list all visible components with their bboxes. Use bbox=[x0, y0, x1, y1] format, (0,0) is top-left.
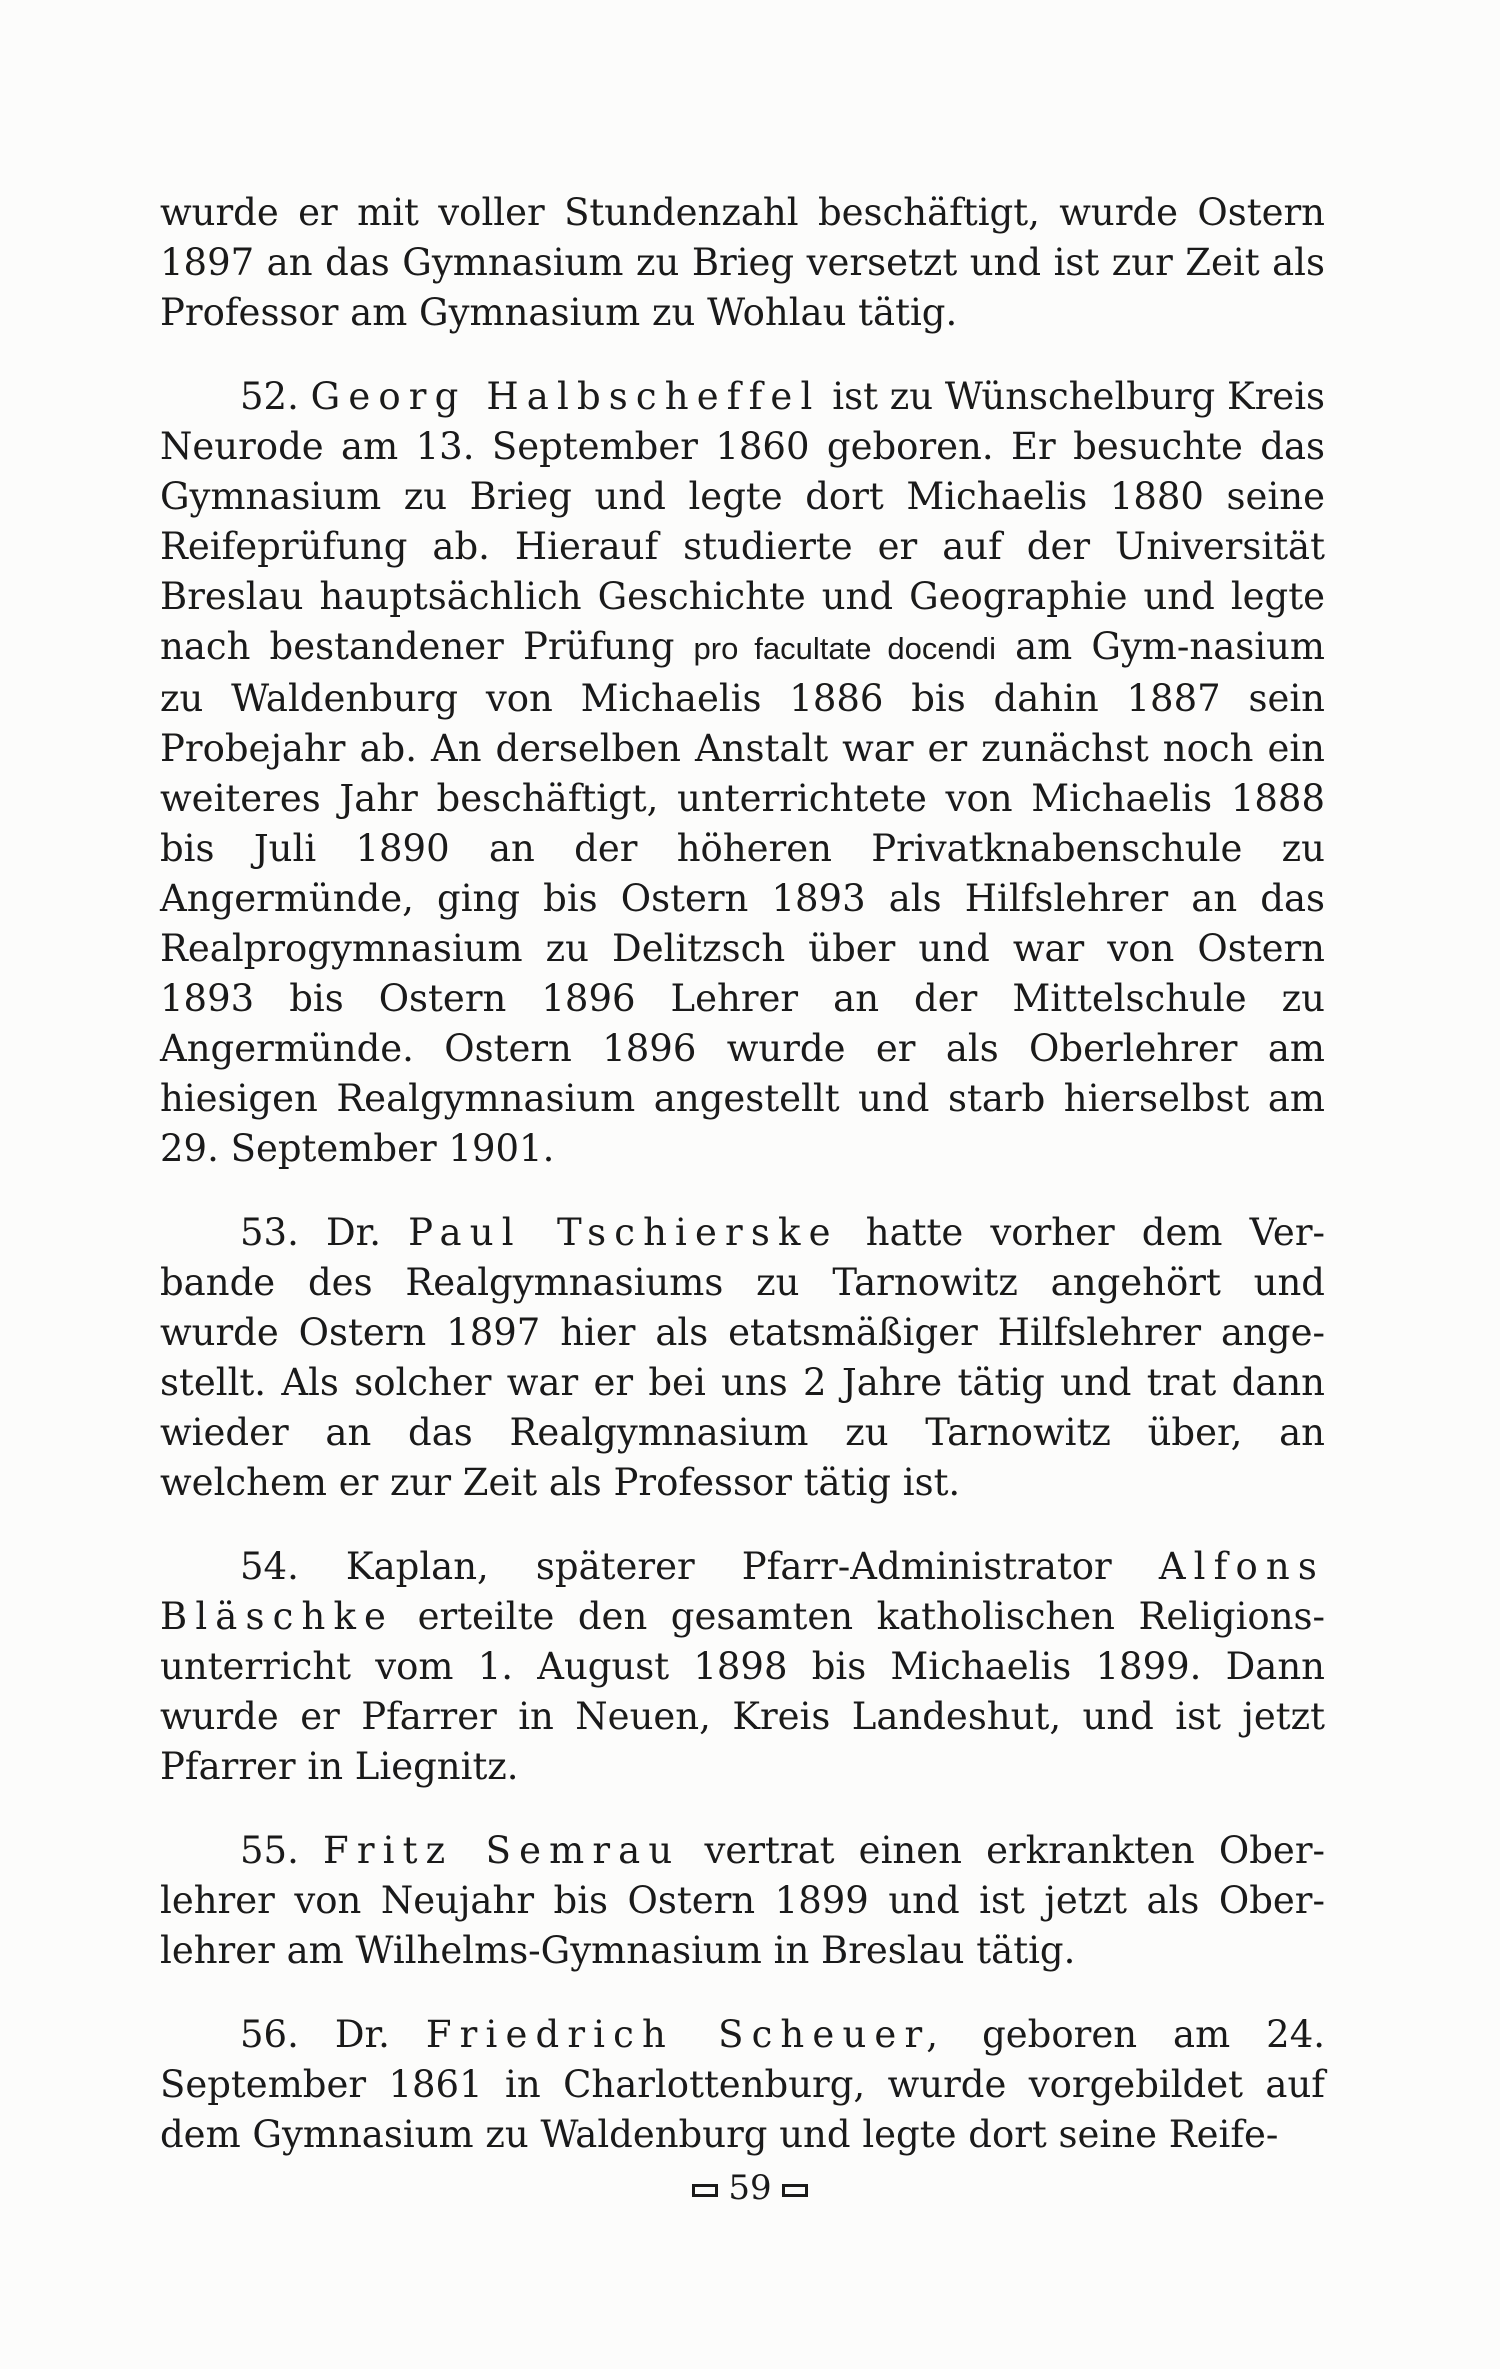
body-text bbox=[160, 188, 1325, 2160]
paragraph-56: 56. Dr. Friedrich Scheuer, geboren am 24. September 1861 in Charlottenburg, wurde vorgebildet auf dem Gymnasium zu Waldenburg und legte dort seine Reife- bbox=[160, 2013, 1325, 2156]
person-name: Alfons Bläschke bbox=[160, 1545, 1325, 1638]
page-number: 59 bbox=[728, 2168, 772, 2208]
person-name: Paul Tschierske bbox=[408, 1211, 839, 1254]
person-name: Fritz Semrau bbox=[323, 1829, 681, 1872]
person-name: Friedrich Scheuer, bbox=[425, 2013, 947, 2056]
paragraph-continuation: wurde er mit voller Stundenzahl beschäftigt, wurde Ostern 1897 an das Gymnasium zu Brieg versetzt und ist zur Zeit als Professor am Gymnasium zu Wohlau tätig. bbox=[160, 191, 1325, 334]
paragraph-53: 53. Dr. Paul Tschierske hatte vorher dem Ver-bande des Realgymnasiums zu Tarnowitz angehört und wurde Ostern 1897 hier als etatsmäßiger Hilfslehrer ange-stellt. Als solcher war er bei uns 2 Jahre tätig und trat dann wieder an das Realgymnasium zu Tarnowitz über, an welchem er zur Zeit als Professor tätig ist. bbox=[160, 1211, 1326, 1504]
entry-number: 53. Dr. bbox=[240, 1211, 382, 1254]
ornament-box-icon bbox=[692, 2184, 718, 2197]
entry-number: 52. bbox=[240, 375, 299, 418]
person-name: Georg Halbscheffel bbox=[310, 375, 821, 418]
entry-number: 56. Dr. bbox=[240, 2013, 390, 2056]
entry-number: 55. bbox=[240, 1829, 299, 1872]
ornament-box-icon bbox=[782, 2184, 808, 2197]
latin-phrase: pro facultate docendi bbox=[693, 631, 996, 666]
paragraph-55: 55. Fritz Semrau vertrat einen erkrankten Ober-lehrer von Neujahr bis Ostern 1899 und ist jetzt als Ober-lehrer am Wilhelms-Gymnasium in Breslau tätig. bbox=[160, 1829, 1326, 1972]
paragraph-52: 52. Georg Halbscheffel ist zu Wünschelburg Kreis Neurode am 13. September 1860 geboren. Er besuchte das Gymnasium zu Brieg und legte dort Michaelis 1880 seine Reifeprüfung ab. Hierauf studierte er auf der Universität Breslau hauptsächlich Geschichte und Geographie und legte nach bestandener Prüfung pro facultate docendi am Gym-nasium zu Waldenburg von Michaelis 1886 bis dahin 1887 sein Probejahr ab. An derselben Anstalt war er zunächst noch ein weiteres Jahr beschäftigt, unterrichtete von Michaelis 1888 bis Juli 1890 an der höheren Privatknabenschule zu Angermünde, ging bis Ostern 1893 als Hilfslehrer an das Realprogymnasium zu Delitzsch über und war von Ostern 1893 bis Ostern 1896 Lehrer an der Mittelschule zu Angermünde. Ostern 1896 wurde er als Oberlehrer am hiesigen Realgymnasium angestellt und starb hierselbst am 29. September 1901. bbox=[160, 375, 1326, 1170]
page-footer bbox=[0, 2168, 1500, 2208]
paragraph-54: 54. Kaplan, späterer Pfarr-Administrator Alfons Bläschke erteilte den gesamten katholischen Religions-unterricht vom 1. August 1898 bis Michaelis 1899. Dann wurde er Pfarrer in Neuen, Kreis Landeshut, und ist jetzt Pfarrer in Liegnitz. bbox=[160, 1545, 1326, 1788]
entry-number: 54. Kaplan, späterer Pfarr-Administrator bbox=[240, 1545, 1112, 1588]
